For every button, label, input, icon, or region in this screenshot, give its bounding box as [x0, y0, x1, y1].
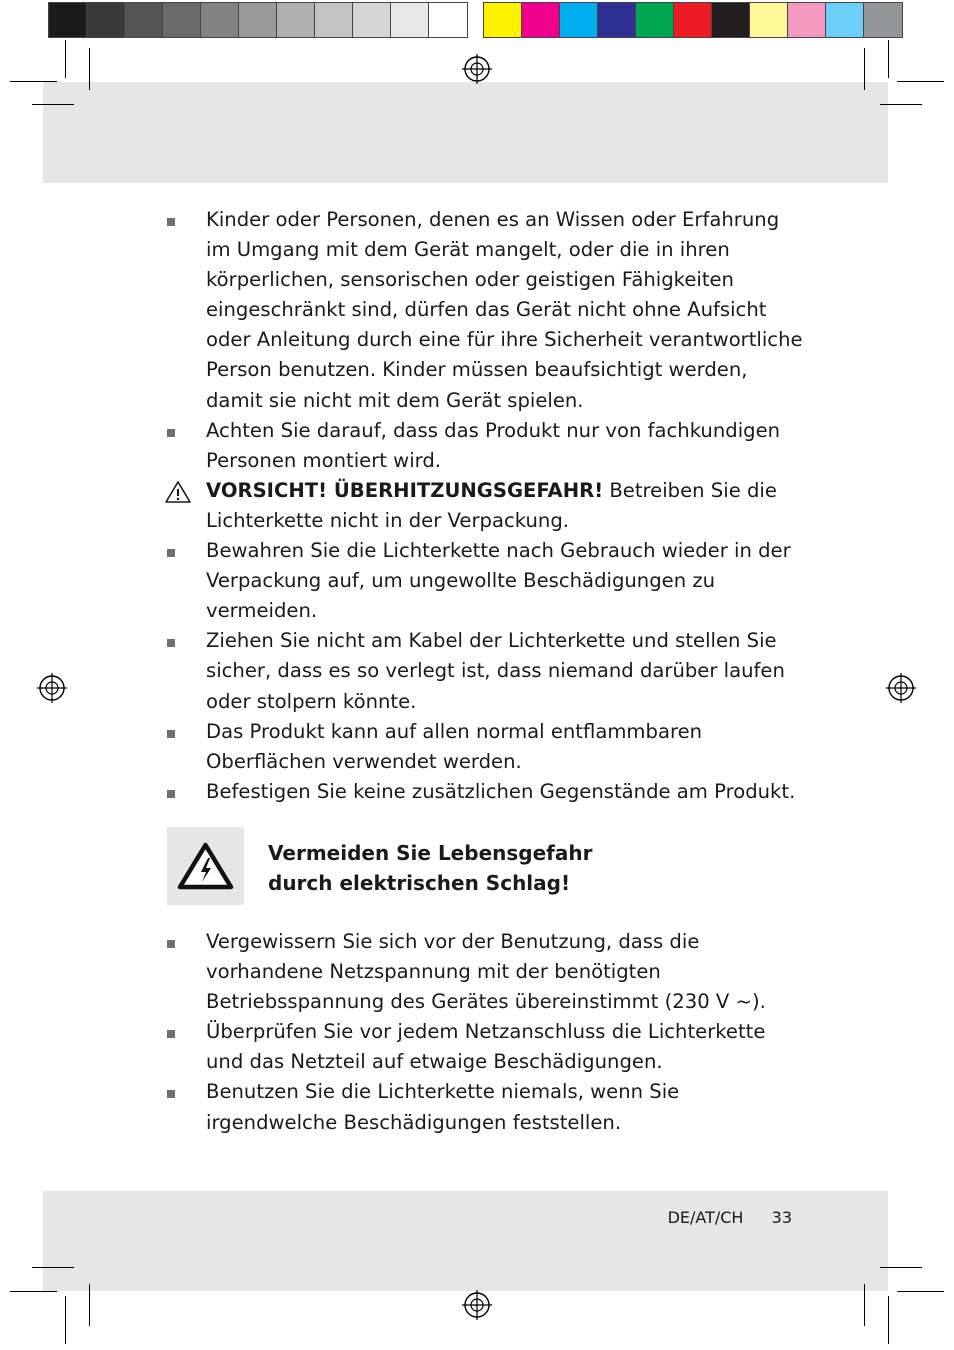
color-swatch [560, 3, 598, 37]
registration-mark-icon [886, 673, 916, 703]
color-swatch [315, 3, 353, 37]
square-bullet-icon [167, 1090, 175, 1098]
registration-mark-icon [462, 54, 492, 84]
list-item: Ziehen Sie nicht am Kabel der Lichterkette und stellen Sie sicher, dass es so verlegt ist, dass niemand darüber laufen oder stolpern könnte. [167, 626, 807, 716]
warning-triangle-icon [164, 480, 192, 504]
color-swatch [522, 3, 560, 37]
list-item: Das Produkt kann auf allen normal entflammbaren Oberflächen verwendet werden. [167, 717, 807, 777]
color-swatch [391, 3, 429, 37]
square-bullet-icon [167, 549, 175, 557]
list-item: Kinder oder Personen, denen es an Wissen oder Erfahrung im Umgang mit dem Gerät mangelt, oder die in ihren körperlichen, sensorischen oder geistigen Fähigkeiten eingeschränkt sind, dürfen das Gerät nicht ohne Aufsicht oder Anleitung durch eine für ihre Sicherheit verantwortliche Person benutzen. Kinder müssen beaufsichtigt werden, damit sie nicht mit dem Gerät spielen. [167, 205, 807, 416]
shock-icon-box [167, 827, 244, 905]
electric-shock-warning-icon [177, 842, 234, 890]
gray-calibration-bar [48, 2, 468, 38]
color-swatch [353, 3, 391, 37]
color-swatch [712, 3, 750, 37]
color-swatch [429, 3, 467, 37]
color-swatch [636, 3, 674, 37]
color-swatch [277, 3, 315, 37]
color-swatch [674, 3, 712, 37]
list-item: Befestigen Sie keine zusätzlichen Gegenstände am Produkt. [167, 777, 807, 807]
color-swatch [598, 3, 636, 37]
color-swatch [49, 3, 87, 37]
safety-list-bottom [167, 927, 807, 1138]
safety-list-top [167, 205, 807, 807]
list-item: Benutzen Sie die Lichterkette niemals, wenn Sie irgendwelche Beschädigungen feststellen. [167, 1077, 807, 1137]
color-swatch [87, 3, 125, 37]
square-bullet-icon [167, 429, 175, 437]
square-bullet-icon [167, 639, 175, 647]
color-swatch [750, 3, 788, 37]
square-bullet-icon [167, 1030, 175, 1038]
color-swatch [826, 3, 864, 37]
list-item: Bewahren Sie die Lichterkette nach Gebrauch wieder in der Verpackung auf, um ungewollte Beschädigungen zu vermeiden. [167, 536, 807, 626]
color-swatch [788, 3, 826, 37]
page-footer [600, 1208, 792, 1227]
color-swatch [484, 3, 522, 37]
color-swatch [239, 3, 277, 37]
square-bullet-icon [167, 940, 175, 948]
footer-band [43, 1191, 888, 1291]
warning-item: VORSICHT! ÜBERHITZUNGSGEFAHR! Betreiben Sie die Lichterkette nicht in der Verpackung. [167, 476, 807, 536]
page-number: 33 [771, 1208, 792, 1227]
list-item: Überprüfen Sie vor jedem Netzanschluss die Lichterkette und das Netzteil auf etwaige Beschädigungen. [167, 1017, 807, 1077]
color-calibration-bar [483, 2, 903, 38]
color-swatch [864, 3, 902, 37]
square-bullet-icon [167, 218, 175, 226]
registration-mark-icon [462, 1290, 492, 1320]
section-heading: Vermeiden Sie Lebensgefahr durch elektrischen Schlag! [268, 841, 593, 895]
color-swatch [163, 3, 201, 37]
list-item: Vergewissern Sie sich vor der Benutzung, dass die vorhandene Netzspannung mit der benötigten Betriebsspannung des Gerätes übereinstimmt (230 V ~). [167, 927, 807, 1017]
square-bullet-icon [167, 730, 175, 738]
registration-mark-icon [37, 673, 67, 703]
color-swatch [201, 3, 239, 37]
region-label: DE/AT/CH [667, 1208, 744, 1227]
color-swatch [125, 3, 163, 37]
list-item: Achten Sie darauf, dass das Produkt nur von fachkundigen Personen montiert wird. [167, 416, 807, 476]
square-bullet-icon [167, 790, 175, 798]
overheat-warning-label: VORSICHT! ÜBERHITZUNGSGEFAHR! [206, 478, 604, 502]
header-band [43, 82, 888, 183]
